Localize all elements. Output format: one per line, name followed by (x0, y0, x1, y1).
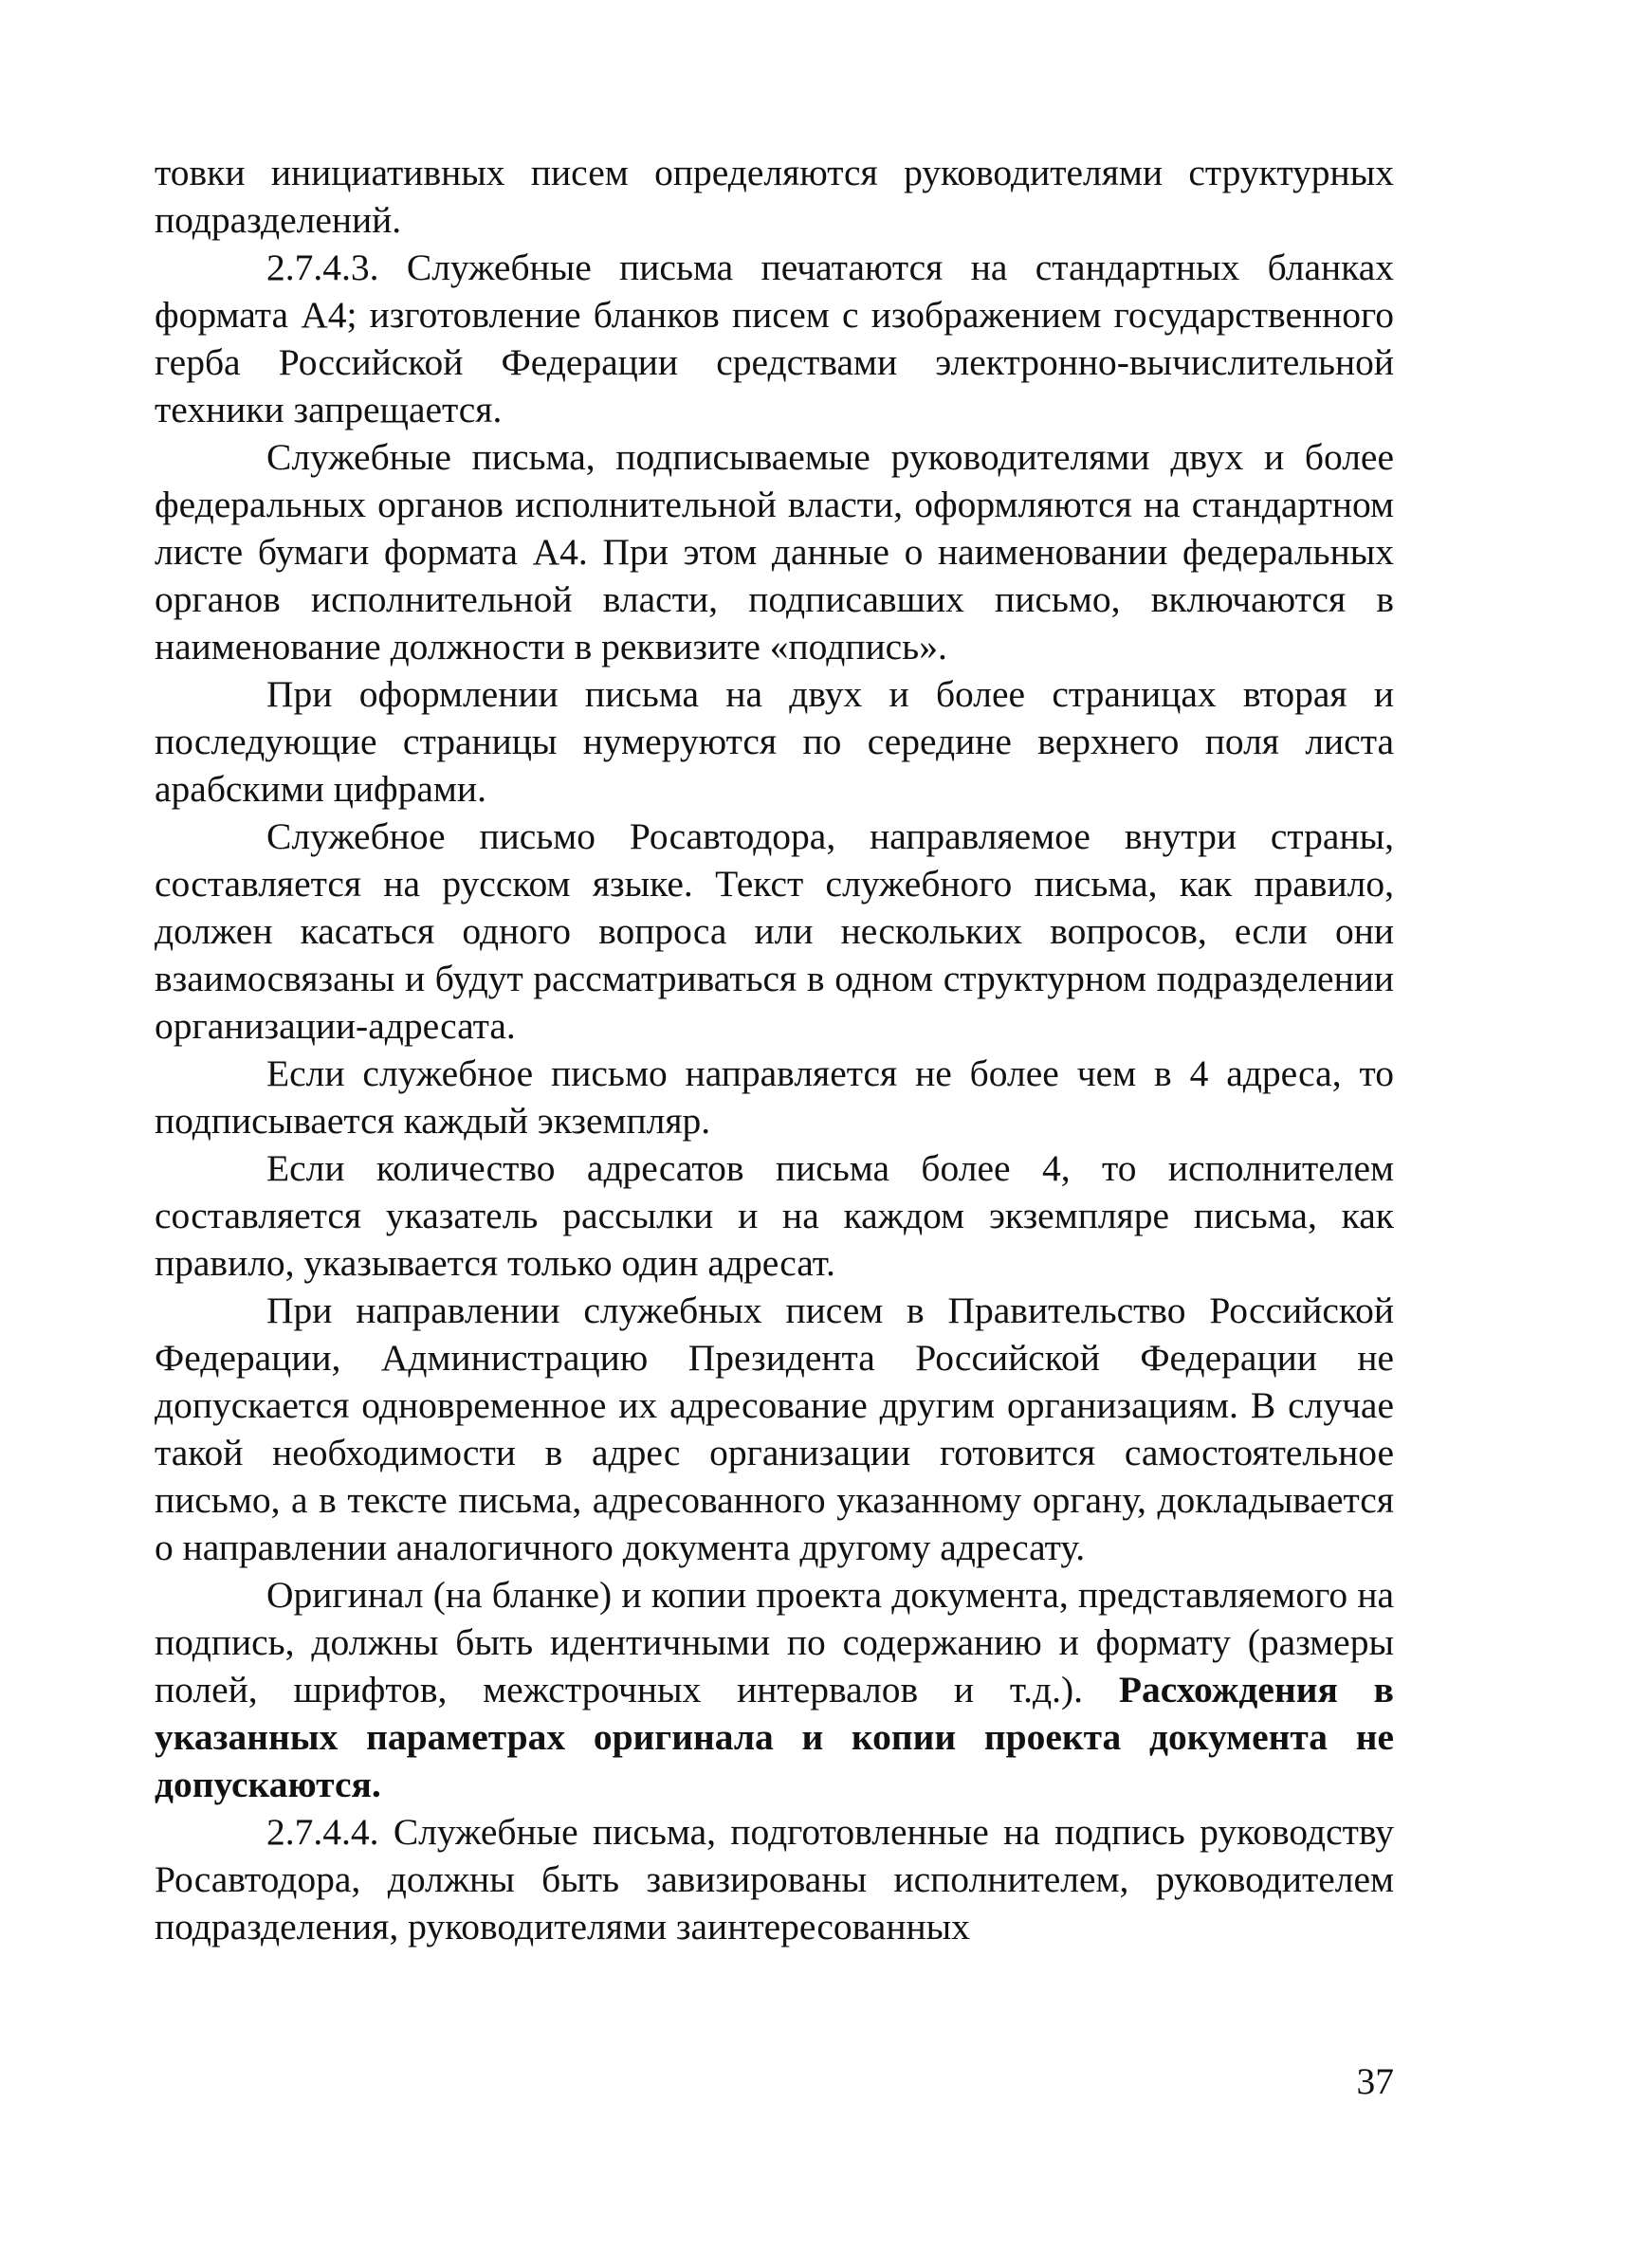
paragraph-5: Служебное письмо Росавтодора, направляемое внутри страны, составляется на русском языке. Текст служебного письма, как правило, должен касаться одного вопроса или нескольких вопросов, если они взаимосвязаны и будут рассматриваться в одном структурном подразделении организации-адресата. (155, 815, 1394, 1047)
paragraph-7: Если количество адресатов письма более 4, то исполнителем составляется указатель рассылки и на каждом экземпляре письма, как правило, указывается только один адресат. (155, 1147, 1394, 1284)
paragraph-9 (155, 1571, 1394, 1808)
paragraph-1: товки инициативных писем определяются руководителями структурных подразделений. (155, 152, 1394, 241)
paragraph-2: 2.7.4.3. Служебные письма печатаются на стандартных бланках формата А4; изготовление бланков писем с изображением государственного герба Российской Федерации средствами электронно-вычислительной техники запрещается. (155, 247, 1394, 430)
paragraph-9-text: Оригинал (на бланке) и копии проекта документа, представляемого на подпись, должны быть идентичными по содержанию и формату (размеры полей, шрифтов, межстрочных интервалов и т.д.). (155, 1574, 1394, 1710)
paragraph-9-bold-text: Расхождения в указанных параметрах оригинала и копии проекта документа не допускаются. (155, 1669, 1394, 1805)
paragraph-10: 2.7.4.4. Служебные письма, подготовленные на подпись руководству Росавтодора, должны быть завизированы исполнителем, руководителем подразделения, руководителями заинтересованных (155, 1811, 1394, 1948)
body-text (155, 149, 1394, 1950)
paragraph-6: Если служебное письмо направляется не более чем в 4 адреса, то подписывается каждый экземпляр. (155, 1052, 1394, 1142)
paragraph-4: При оформлении письма на двух и более страницах вторая и последующие страницы нумеруются по середине верхнего поля листа арабскими цифрами. (155, 673, 1394, 810)
page-number: 37 (1356, 2060, 1394, 2102)
paragraph-3: Служебные письма, подписываемые руководителями двух и более федеральных органов исполнительной власти, оформляются на стандартном листе бумаги формата А4. При этом данные о наименовании федеральных органов исполнительной власти, подписавших письмо, включаются в наименование должности в реквизите «подпись». (155, 436, 1394, 668)
paragraph-8: При направлении служебных писем в Правительство Российской Федерации, Администрацию Президента Российской Федерации не допускается одновременное их адресование другим организациям. В случае такой необходимости в адрес организации готовится самостоятельное письмо, а в тексте письма, адресованного указанному органу, докладывается о направлении аналогичного документа другому адресату. (155, 1289, 1394, 1568)
